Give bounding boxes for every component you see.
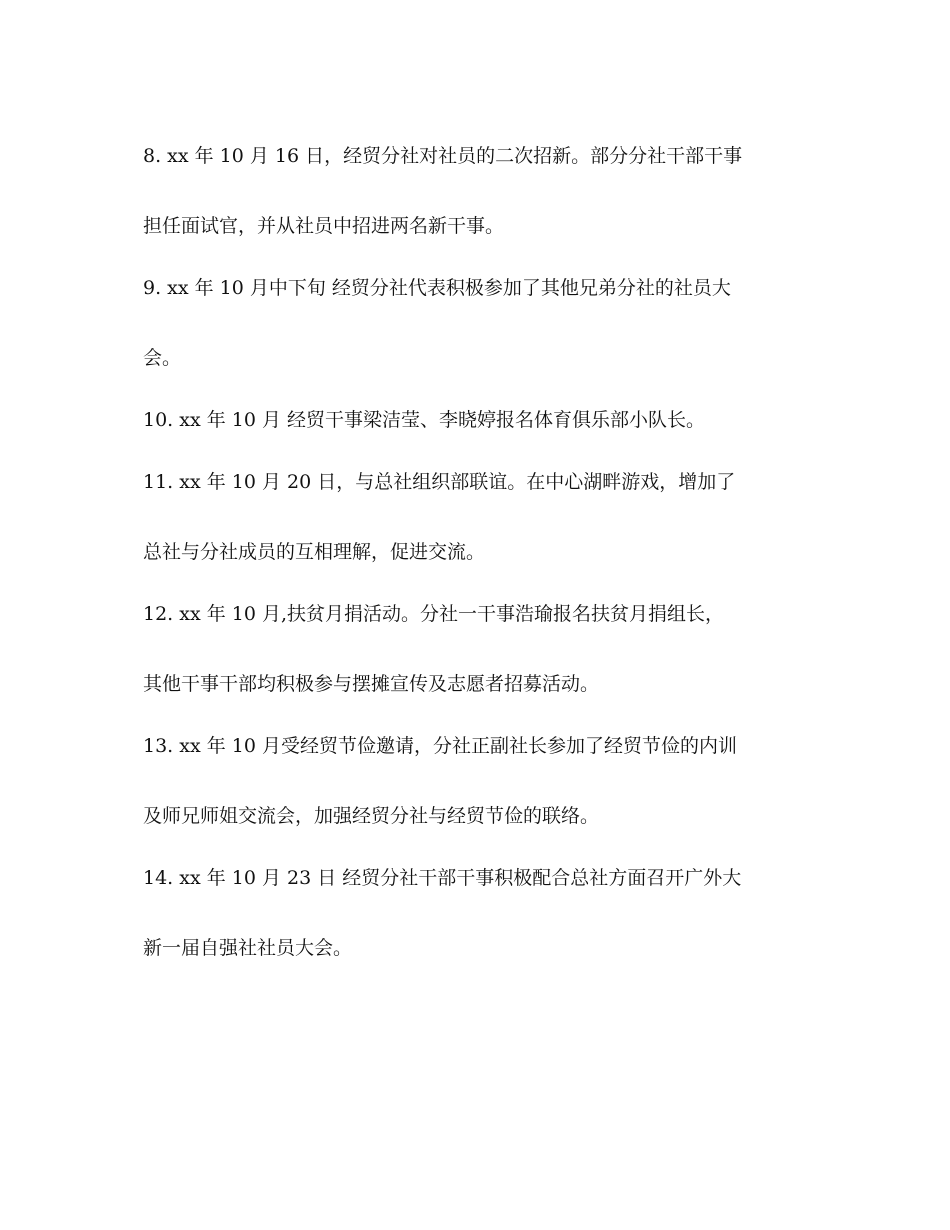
list-item-text: 9. xx 年 10 月中下旬 经贸分社代表积极参加了其他兄弟分社的社员大 [143,277,731,299]
list-item-10 [143,403,811,437]
list-item-11 [143,465,811,569]
list-item-text: 14. xx 年 10 月 23 日 经贸分社干部干事积极配合总社方面召开广外大 [143,867,742,889]
list-item-8 [143,139,811,243]
list-item-text: 11. xx 年 10 月 20 日，与总社组织部联谊。在中心湖畔游戏，增加了 [143,471,736,493]
list-item-text: 13. xx 年 10 月受经贸节俭邀请，分社正副社长参加了经贸节俭的内训 [143,735,737,757]
list-item-text-continued: 会。 [143,347,182,369]
list-item-text-continued: 总社与分社成员的互相理解，促进交流。 [143,541,486,563]
list-item-text: 10. xx 年 10 月 经贸干事梁洁莹、李晓婷报名体育俱乐部小队长。 [143,409,706,431]
list-item-text-continued: 及师兄师姐交流会，加强经贸分社与经贸节俭的联络。 [143,805,600,827]
list-item-text: 12. xx 年 10 月,扶贫月捐活动。分社一干事浩瑜报名扶贫月捐组长， [143,603,725,625]
document-body [143,139,811,965]
list-item-text-continued: 担任面试官，并从社员中招进两名新干事。 [143,215,505,237]
list-item-text-continued: 其他干事干部均积极参与摆摊宣传及志愿者招募活动。 [143,673,600,695]
list-item-text-continued: 新一届自强社社员大会。 [143,937,353,959]
list-item-9 [143,271,811,375]
list-item-12 [143,597,811,701]
list-item-13 [143,729,811,833]
list-item-14 [143,861,811,965]
list-item-text: 8. xx 年 10 月 16 日，经贸分社对社员的二次招新。部分分社干部干事 [143,145,743,167]
